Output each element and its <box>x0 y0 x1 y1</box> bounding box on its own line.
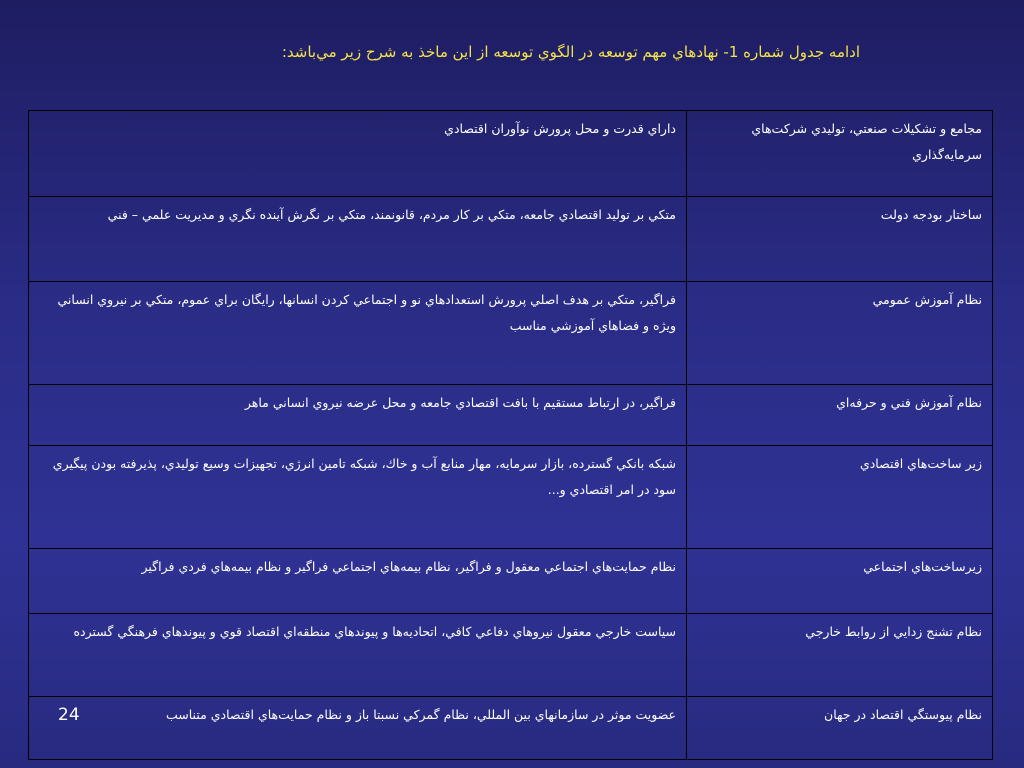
institutions-table <box>28 110 993 760</box>
table-row <box>29 385 993 446</box>
row-title: ساختار بودجه دولت <box>687 197 993 282</box>
table-row <box>29 549 993 614</box>
table-row <box>29 282 993 385</box>
row-title: نظام تشنج زدايي از روابط خارجي <box>687 614 993 697</box>
table-row <box>29 697 993 760</box>
table-row <box>29 446 993 549</box>
row-title: نظام پيوستگي اقتصاد در جهان <box>687 697 993 760</box>
row-description: شبكه بانكي گسترده، بازار سرمايه، مهار منابع آب و خاك، شبكه تامين انرژي، تجهيزات وسيع توليدي، پذيرفته بودن پيگيري سود در امر اقتصادي و... <box>29 446 687 549</box>
row-description: فراگير، متكي بر هدف اصلي پرورش استعدادهاي نو و اجتماعي كردن انسانها، رايگان براي عموم، متكي بر نيروي انساني ويژه و فضاهاي آموزشي مناسب <box>29 282 687 385</box>
row-description: عضويت موثر در سازمانهاي بين المللي، نظام گمركي نسبتا باز و نظام حمايت‌هاي اقتصادي متناسب <box>29 697 687 760</box>
row-description: نظام حمايت‌هاي اجتماعي معقول و فراگير، نظام بيمه‌هاي اجتماعي فراگير و نظام بيمه‌هاي فردي فراگير <box>29 549 687 614</box>
row-title: مجامع و تشكيلات صنعتي، توليدي شركت‌هاي سرمايه‌گذاري <box>687 111 993 197</box>
table-row <box>29 614 993 697</box>
row-description: متكي بر توليد اقتصادي جامعه، متكي بر كار مردم، قانونمند، متكي بر نگرش آينده نگري و مديريت علمي – فني <box>29 197 687 282</box>
row-title: نظام آموزش فني و حرفه‌اي <box>687 385 993 446</box>
row-description: داراي قدرت و محل پرورش نوآوران اقتصادي <box>29 111 687 197</box>
row-title: زيرساخت‌هاي اجتماعي <box>687 549 993 614</box>
row-title: زير ساخت‌هاي اقتصادي <box>687 446 993 549</box>
row-title: نظام آموزش عمومي <box>687 282 993 385</box>
slide-title: ادامه جدول شماره 1- نهادهاي مهم توسعه در الگوي توسعه از اين ماخذ به شرح زير مي‌باشد: <box>281 43 860 61</box>
table-row <box>29 111 993 197</box>
slide-number: 24 <box>58 705 80 725</box>
row-description: سياست خارجي معقول نيروهاي دفاعي كافي، اتحاديه‌ها و پيوندهاي منطقه‌اي اقتصاد قوي و پيوندهاي فرهنگي گسترده <box>29 614 687 697</box>
row-description: فراگير، در ارتباط مستقيم با بافت اقتصادي جامعه و محل عرضه نيروي انساني ماهر <box>29 385 687 446</box>
table-row <box>29 197 993 282</box>
